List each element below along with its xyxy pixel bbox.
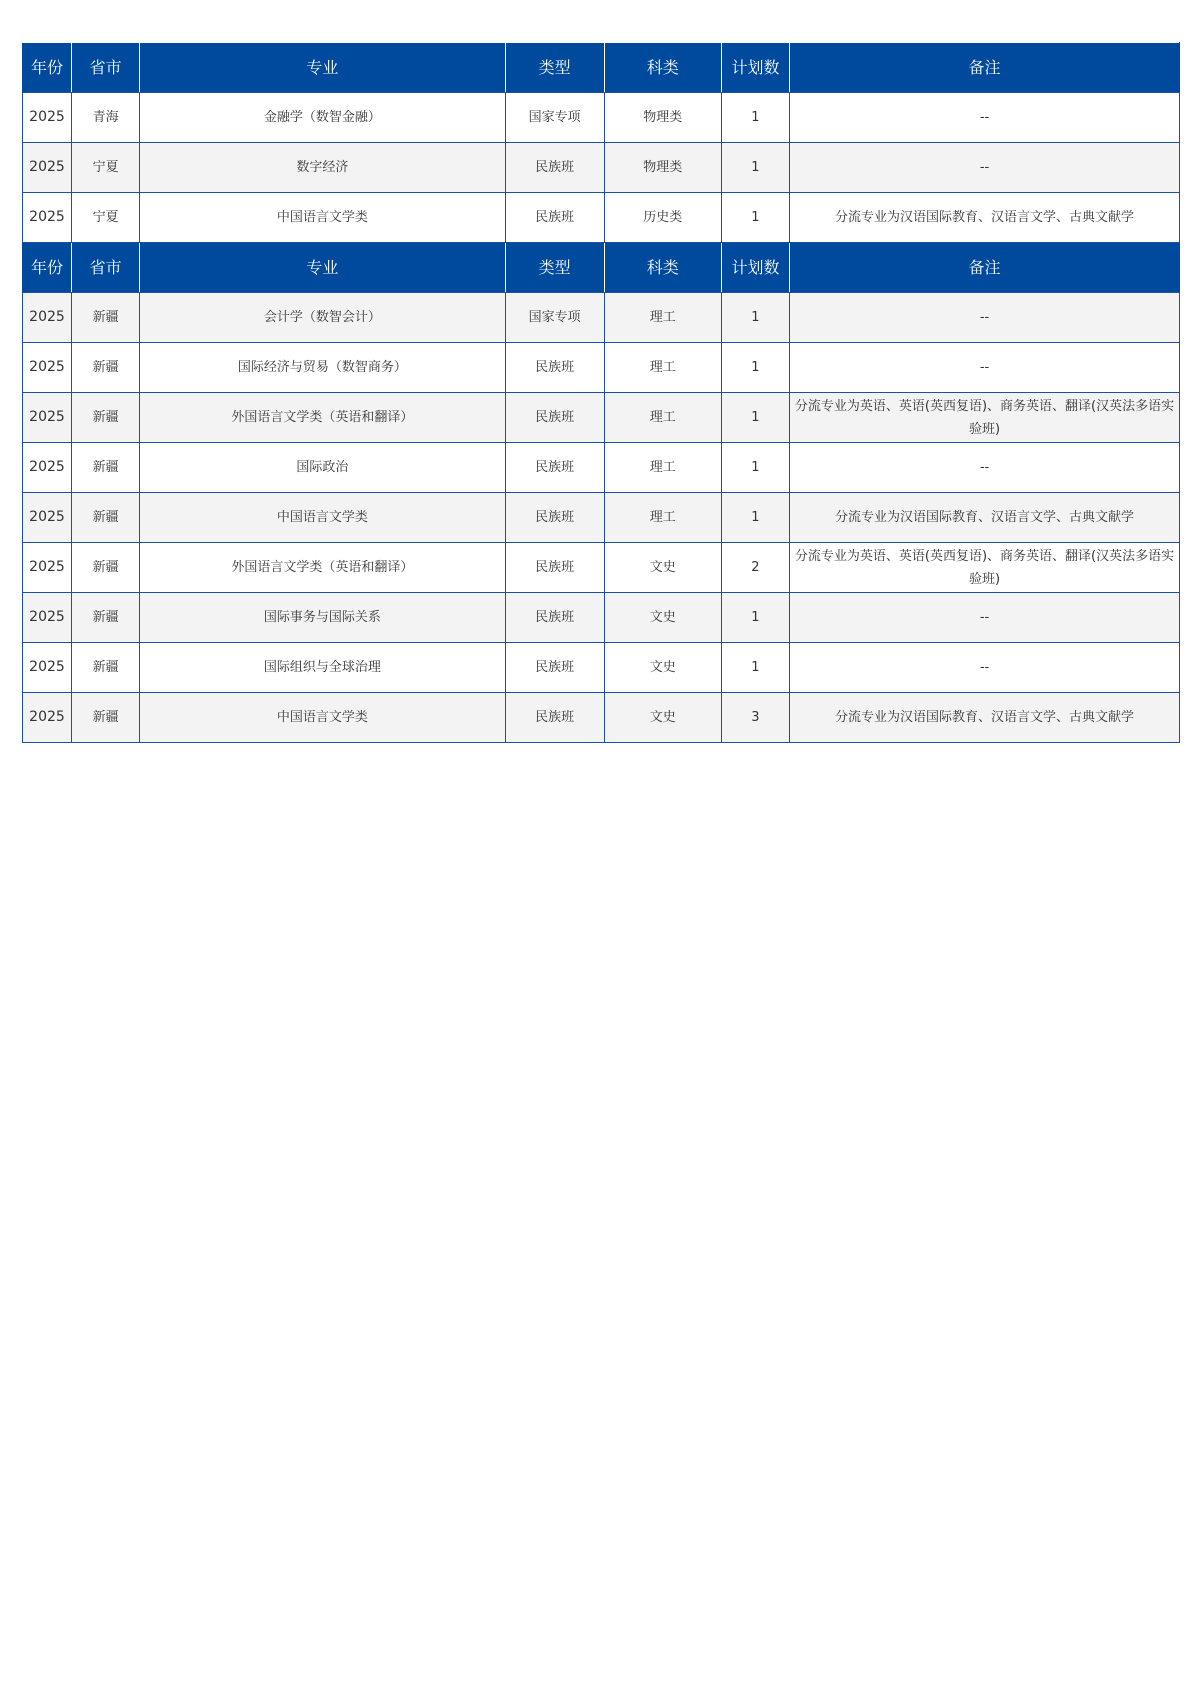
cell-province: 新疆: [72, 393, 140, 443]
cell-remark: --: [790, 293, 1180, 343]
header-type: 类型: [505, 243, 604, 293]
cell-province: 新疆: [72, 493, 140, 543]
cell-year: 2025: [23, 93, 72, 143]
table-row: [23, 143, 1180, 193]
cell-type: 民族班: [505, 193, 604, 243]
table-row: [23, 593, 1180, 643]
cell-province: 新疆: [72, 593, 140, 643]
cell-remark: 分流专业为汉语国际教育、汉语言文学、古典文献学: [790, 193, 1180, 243]
cell-major: 数字经济: [140, 143, 505, 193]
cell-year: 2025: [23, 543, 72, 593]
cell-subject: 理工: [604, 393, 721, 443]
cell-remark: --: [790, 343, 1180, 393]
admission-plan-table: [22, 42, 1180, 743]
cell-remark: 分流专业为汉语国际教育、汉语言文学、古典文献学: [790, 693, 1180, 743]
table-header-row: [23, 243, 1180, 293]
cell-province: 新疆: [72, 643, 140, 693]
cell-subject: 历史类: [604, 193, 721, 243]
cell-remark: --: [790, 593, 1180, 643]
table-row: [23, 643, 1180, 693]
header-count: 计划数: [721, 243, 789, 293]
cell-subject: 物理类: [604, 143, 721, 193]
cell-count: 3: [721, 693, 789, 743]
cell-year: 2025: [23, 593, 72, 643]
cell-count: 1: [721, 293, 789, 343]
table-row: [23, 343, 1180, 393]
cell-type: 民族班: [505, 343, 604, 393]
cell-subject: 理工: [604, 343, 721, 393]
cell-year: 2025: [23, 643, 72, 693]
cell-count: 1: [721, 93, 789, 143]
header-year: 年份: [23, 43, 72, 93]
cell-remark: --: [790, 443, 1180, 493]
cell-year: 2025: [23, 493, 72, 543]
cell-major: 金融学（数智金融）: [140, 93, 505, 143]
cell-major: 国际组织与全球治理: [140, 643, 505, 693]
header-subject: 科类: [604, 243, 721, 293]
cell-remark: --: [790, 143, 1180, 193]
cell-year: 2025: [23, 443, 72, 493]
cell-count: 1: [721, 393, 789, 443]
table-row: [23, 193, 1180, 243]
cell-major: 国际事务与国际关系: [140, 593, 505, 643]
cell-subject: 文史: [604, 693, 721, 743]
cell-subject: 理工: [604, 493, 721, 543]
header-major: 专业: [140, 243, 505, 293]
cell-count: 1: [721, 643, 789, 693]
cell-count: 1: [721, 193, 789, 243]
cell-major: 中国语言文学类: [140, 493, 505, 543]
table-row: [23, 493, 1180, 543]
cell-province: 新疆: [72, 443, 140, 493]
header-subject: 科类: [604, 43, 721, 93]
cell-major: 中国语言文学类: [140, 193, 505, 243]
cell-subject: 文史: [604, 643, 721, 693]
cell-count: 1: [721, 143, 789, 193]
cell-type: 民族班: [505, 693, 604, 743]
cell-subject: 理工: [604, 293, 721, 343]
cell-type: 民族班: [505, 543, 604, 593]
cell-remark: 分流专业为英语、英语(英西复语)、商务英语、翻译(汉英法多语实验班): [790, 393, 1180, 443]
table-row: [23, 293, 1180, 343]
header-remark: 备注: [790, 243, 1180, 293]
cell-year: 2025: [23, 693, 72, 743]
table-body: [23, 43, 1180, 743]
header-type: 类型: [505, 43, 604, 93]
cell-remark: --: [790, 93, 1180, 143]
cell-year: 2025: [23, 393, 72, 443]
cell-remark: 分流专业为英语、英语(英西复语)、商务英语、翻译(汉英法多语实验班): [790, 543, 1180, 593]
table-row: [23, 393, 1180, 443]
cell-count: 1: [721, 493, 789, 543]
cell-subject: 文史: [604, 593, 721, 643]
cell-remark: --: [790, 643, 1180, 693]
table-row: [23, 693, 1180, 743]
cell-province: 宁夏: [72, 193, 140, 243]
cell-year: 2025: [23, 193, 72, 243]
table-row: [23, 443, 1180, 493]
cell-type: 民族班: [505, 643, 604, 693]
cell-major: 国际政治: [140, 443, 505, 493]
header-province: 省市: [72, 243, 140, 293]
table-row: [23, 543, 1180, 593]
cell-year: 2025: [23, 343, 72, 393]
cell-subject: 理工: [604, 443, 721, 493]
cell-type: 国家专项: [505, 93, 604, 143]
cell-remark: 分流专业为汉语国际教育、汉语言文学、古典文献学: [790, 493, 1180, 543]
cell-type: 民族班: [505, 143, 604, 193]
cell-province: 新疆: [72, 343, 140, 393]
cell-type: 民族班: [505, 593, 604, 643]
cell-subject: 物理类: [604, 93, 721, 143]
cell-type: 民族班: [505, 393, 604, 443]
cell-major: 国际经济与贸易（数智商务）: [140, 343, 505, 393]
header-count: 计划数: [721, 43, 789, 93]
header-year: 年份: [23, 243, 72, 293]
cell-province: 新疆: [72, 543, 140, 593]
cell-count: 1: [721, 593, 789, 643]
cell-major: 外国语言文学类（英语和翻译）: [140, 393, 505, 443]
cell-count: 1: [721, 443, 789, 493]
table-row: [23, 93, 1180, 143]
cell-province: 新疆: [72, 293, 140, 343]
cell-province: 青海: [72, 93, 140, 143]
table-header-row: [23, 43, 1180, 93]
cell-major: 会计学（数智会计）: [140, 293, 505, 343]
cell-type: 民族班: [505, 443, 604, 493]
cell-major: 中国语言文学类: [140, 693, 505, 743]
cell-type: 民族班: [505, 493, 604, 543]
cell-count: 2: [721, 543, 789, 593]
cell-subject: 文史: [604, 543, 721, 593]
cell-province: 新疆: [72, 693, 140, 743]
cell-count: 1: [721, 343, 789, 393]
cell-year: 2025: [23, 293, 72, 343]
cell-type: 国家专项: [505, 293, 604, 343]
header-remark: 备注: [790, 43, 1180, 93]
cell-province: 宁夏: [72, 143, 140, 193]
header-province: 省市: [72, 43, 140, 93]
header-major: 专业: [140, 43, 505, 93]
cell-major: 外国语言文学类（英语和翻译）: [140, 543, 505, 593]
cell-year: 2025: [23, 143, 72, 193]
